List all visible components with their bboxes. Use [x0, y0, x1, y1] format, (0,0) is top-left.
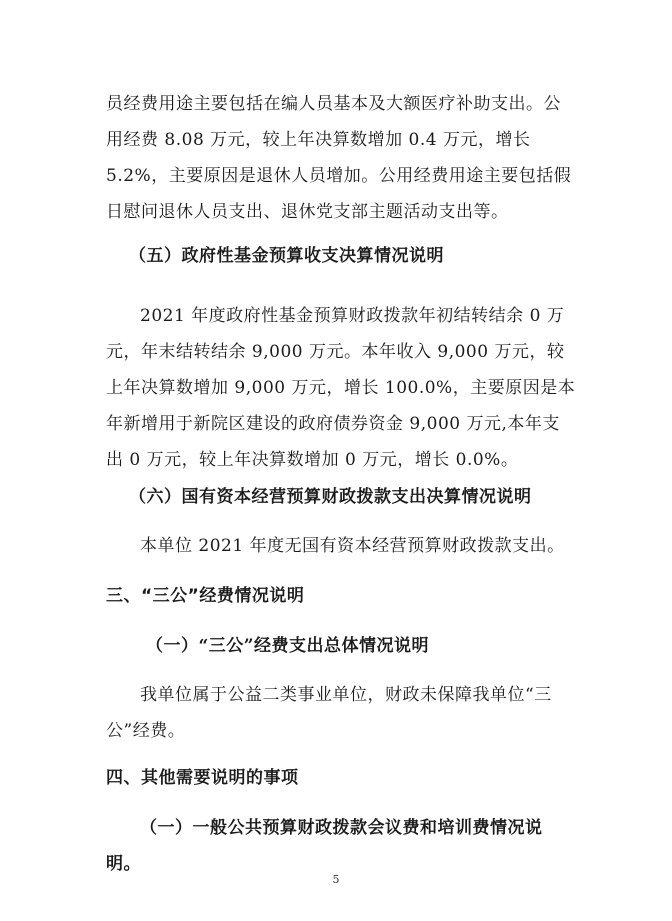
- paragraph-government-fund: 2021 年度政府性基金预算财政拨款年初结转结余 0 万元，年末结转结余 9,000 万元。本年收入 9,000 万元，较上年决算数增加 9,000 万元，增长 100.0%，主要原因是本年新增用于新院区建设的政府债券资金 9,000 万元,本年支出 0 万元，较上年决算数增加 0 万元，增长 0.0%。: [106, 306, 576, 470]
- section-heading-other-matters: 四、其他需要说明的事项: [106, 768, 299, 788]
- page-number: 5: [332, 873, 340, 886]
- section-heading-three-public: 三、“三公”经费情况说明: [106, 586, 305, 606]
- paragraph-public-funds: 员经费用途主要包括在编人员基本及大额医疗补助支出。公用经费 8.08 万元，较上年决算数增加 0.4 万元，增长 5.2%，主要原因是退休人员增加。公用经费用途主要包括假日慰问退休人员支出、退休党支部主题活动支出等。: [106, 94, 572, 222]
- heading-state-capital: （六）国有资本经营预算财政拨款支出决算情况说明: [129, 487, 532, 507]
- heading-meeting-training-fees: （一）一般公共预算财政拨款会议费和培训费情况说明。: [106, 818, 543, 874]
- heading-government-fund: （五）政府性基金预算收支决算情况说明: [129, 246, 444, 266]
- paragraph-three-public: 我单位属于公益二类事业单位，财政未保障我单位“三公”经费。: [106, 685, 552, 741]
- paragraph-state-capital: 本单位 2021 年度无国有资本经营预算财政拨款支出。: [140, 536, 565, 556]
- heading-three-public-overall: （一）“三公”经费支出总体情况说明: [146, 636, 430, 656]
